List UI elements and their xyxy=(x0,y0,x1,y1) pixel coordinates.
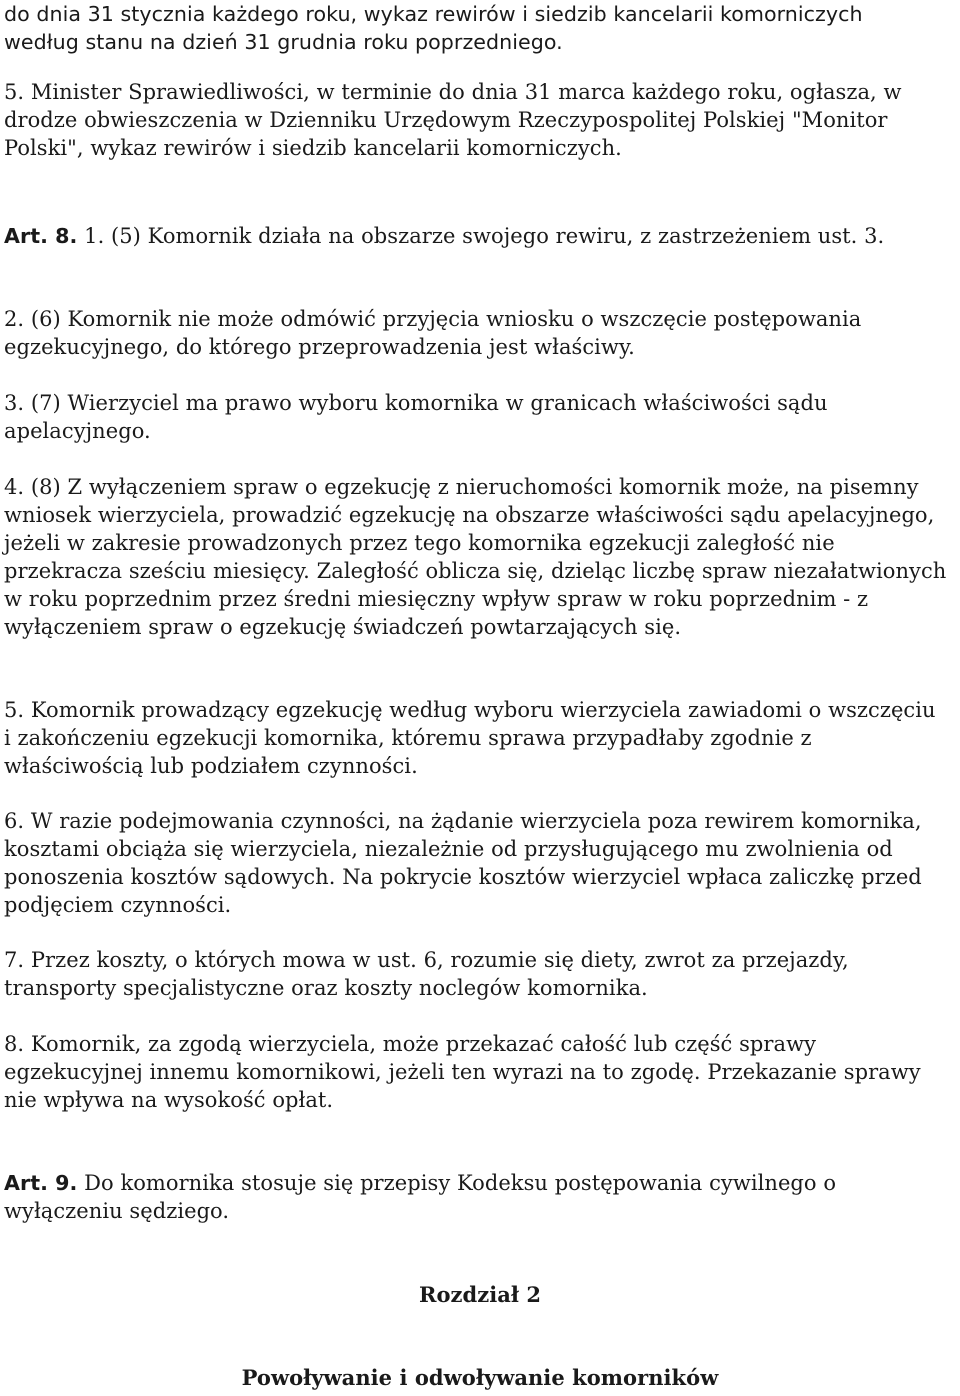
chapter-subtitle: Powoływanie i odwoływanie komorników xyxy=(241,1365,719,1390)
art9-label: Art. 9. xyxy=(4,1171,78,1195)
art8-paragraph-1 xyxy=(4,222,934,250)
art8-paragraph-5: 5. Komornik prowadzący egzekucję według wyboru wierzyciela zawiadomi o wszczęciu i zakończeniu egzekucji komornika, któremu sprawa przypadłaby zgodnie z właściwością lub podziałem czynności. xyxy=(4,698,936,778)
art8-paragraph-7: 7. Przez koszty, o których mowa w ust. 6, rozumie się diety, zwrot za przejazdy, transporty specjalistyczne oraz koszty noclegów komornika. xyxy=(4,948,849,1000)
intro-paragraph: do dnia 31 stycznia każdego roku, wykaz rewirów i siedzib kancelarii komorniczych według stanu na dzień 31 grudnia roku poprzedniego. xyxy=(4,2,863,54)
art8-label: Art. 8. xyxy=(4,224,78,248)
art8-paragraph-4: 4. (8) Z wyłączeniem spraw o egzekucję z nieruchomości komornik może, na pisemny wniosek wierzyciela, prowadzić egzekucję na obszarze właściwości sądu apelacyjnego, jeżeli w zakresie prowadzonych przez tego komornika egzekucji zaległość nie przekracza sześciu miesięcy. Zaległość oblicza się, dzieląc liczbę spraw niezałatwionych w roku poprzednim przez średni miesięczny wpływ spraw w roku poprzednim - z wyłączeniem spraw o egzekucję świadczeń powtarzających się. xyxy=(4,475,947,639)
paragraph-5-minister: 5. Minister Sprawiedliwości, w terminie do dnia 31 marca każdego roku, ogłasza, w drodze obwieszczenia w Dzienniku Urzędowym Rzeczypospolitej Polskiej "Monitor Polski", wykaz rewirów i siedzib kancelarii komorniczych. xyxy=(4,80,902,160)
art9-text: Do komornika stosuje się przepisy Kodeksu postępowania cywilnego o wyłączeniu sędziego. xyxy=(4,1171,837,1223)
art8-paragraph-3: 3. (7) Wierzyciel ma prawo wyboru komornika w granicach właściwości sądu apelacyjnego. xyxy=(4,391,828,443)
art8-p1-text: 1. (5) Komornik działa na obszarze swojego rewiru, z zastrzeżeniem ust. 3. xyxy=(77,224,885,248)
art8-paragraph-2: 2. (6) Komornik nie może odmówić przyjęcia wniosku o wszczęcie postępowania egzekucyjnego, do którego przeprowadzenia jest właściwy. xyxy=(4,307,862,359)
art8-paragraph-8: 8. Komornik, za zgodą wierzyciela, może przekazać całość lub część sprawy egzekucyjnej innemu komornikowi, jeżeli ten wyrazi na to zgodę. Przekazanie sprawy nie wpływa na wysokość opłat. xyxy=(4,1032,921,1112)
chapter-title: Rozdział 2 xyxy=(418,1282,542,1307)
art8-paragraph-6: 6. W razie podejmowania czynności, na żądanie wierzyciela poza rewirem komornika, kosztami obciąża się wierzyciela, niezależnie od przysługującego mu zwolnienia od ponoszenia kosztów sądowych. Na pokrycie kosztów wierzyciel wpłaca zaliczkę przed podjęciem czynności. xyxy=(4,809,922,917)
art9-paragraph xyxy=(4,1169,949,1225)
